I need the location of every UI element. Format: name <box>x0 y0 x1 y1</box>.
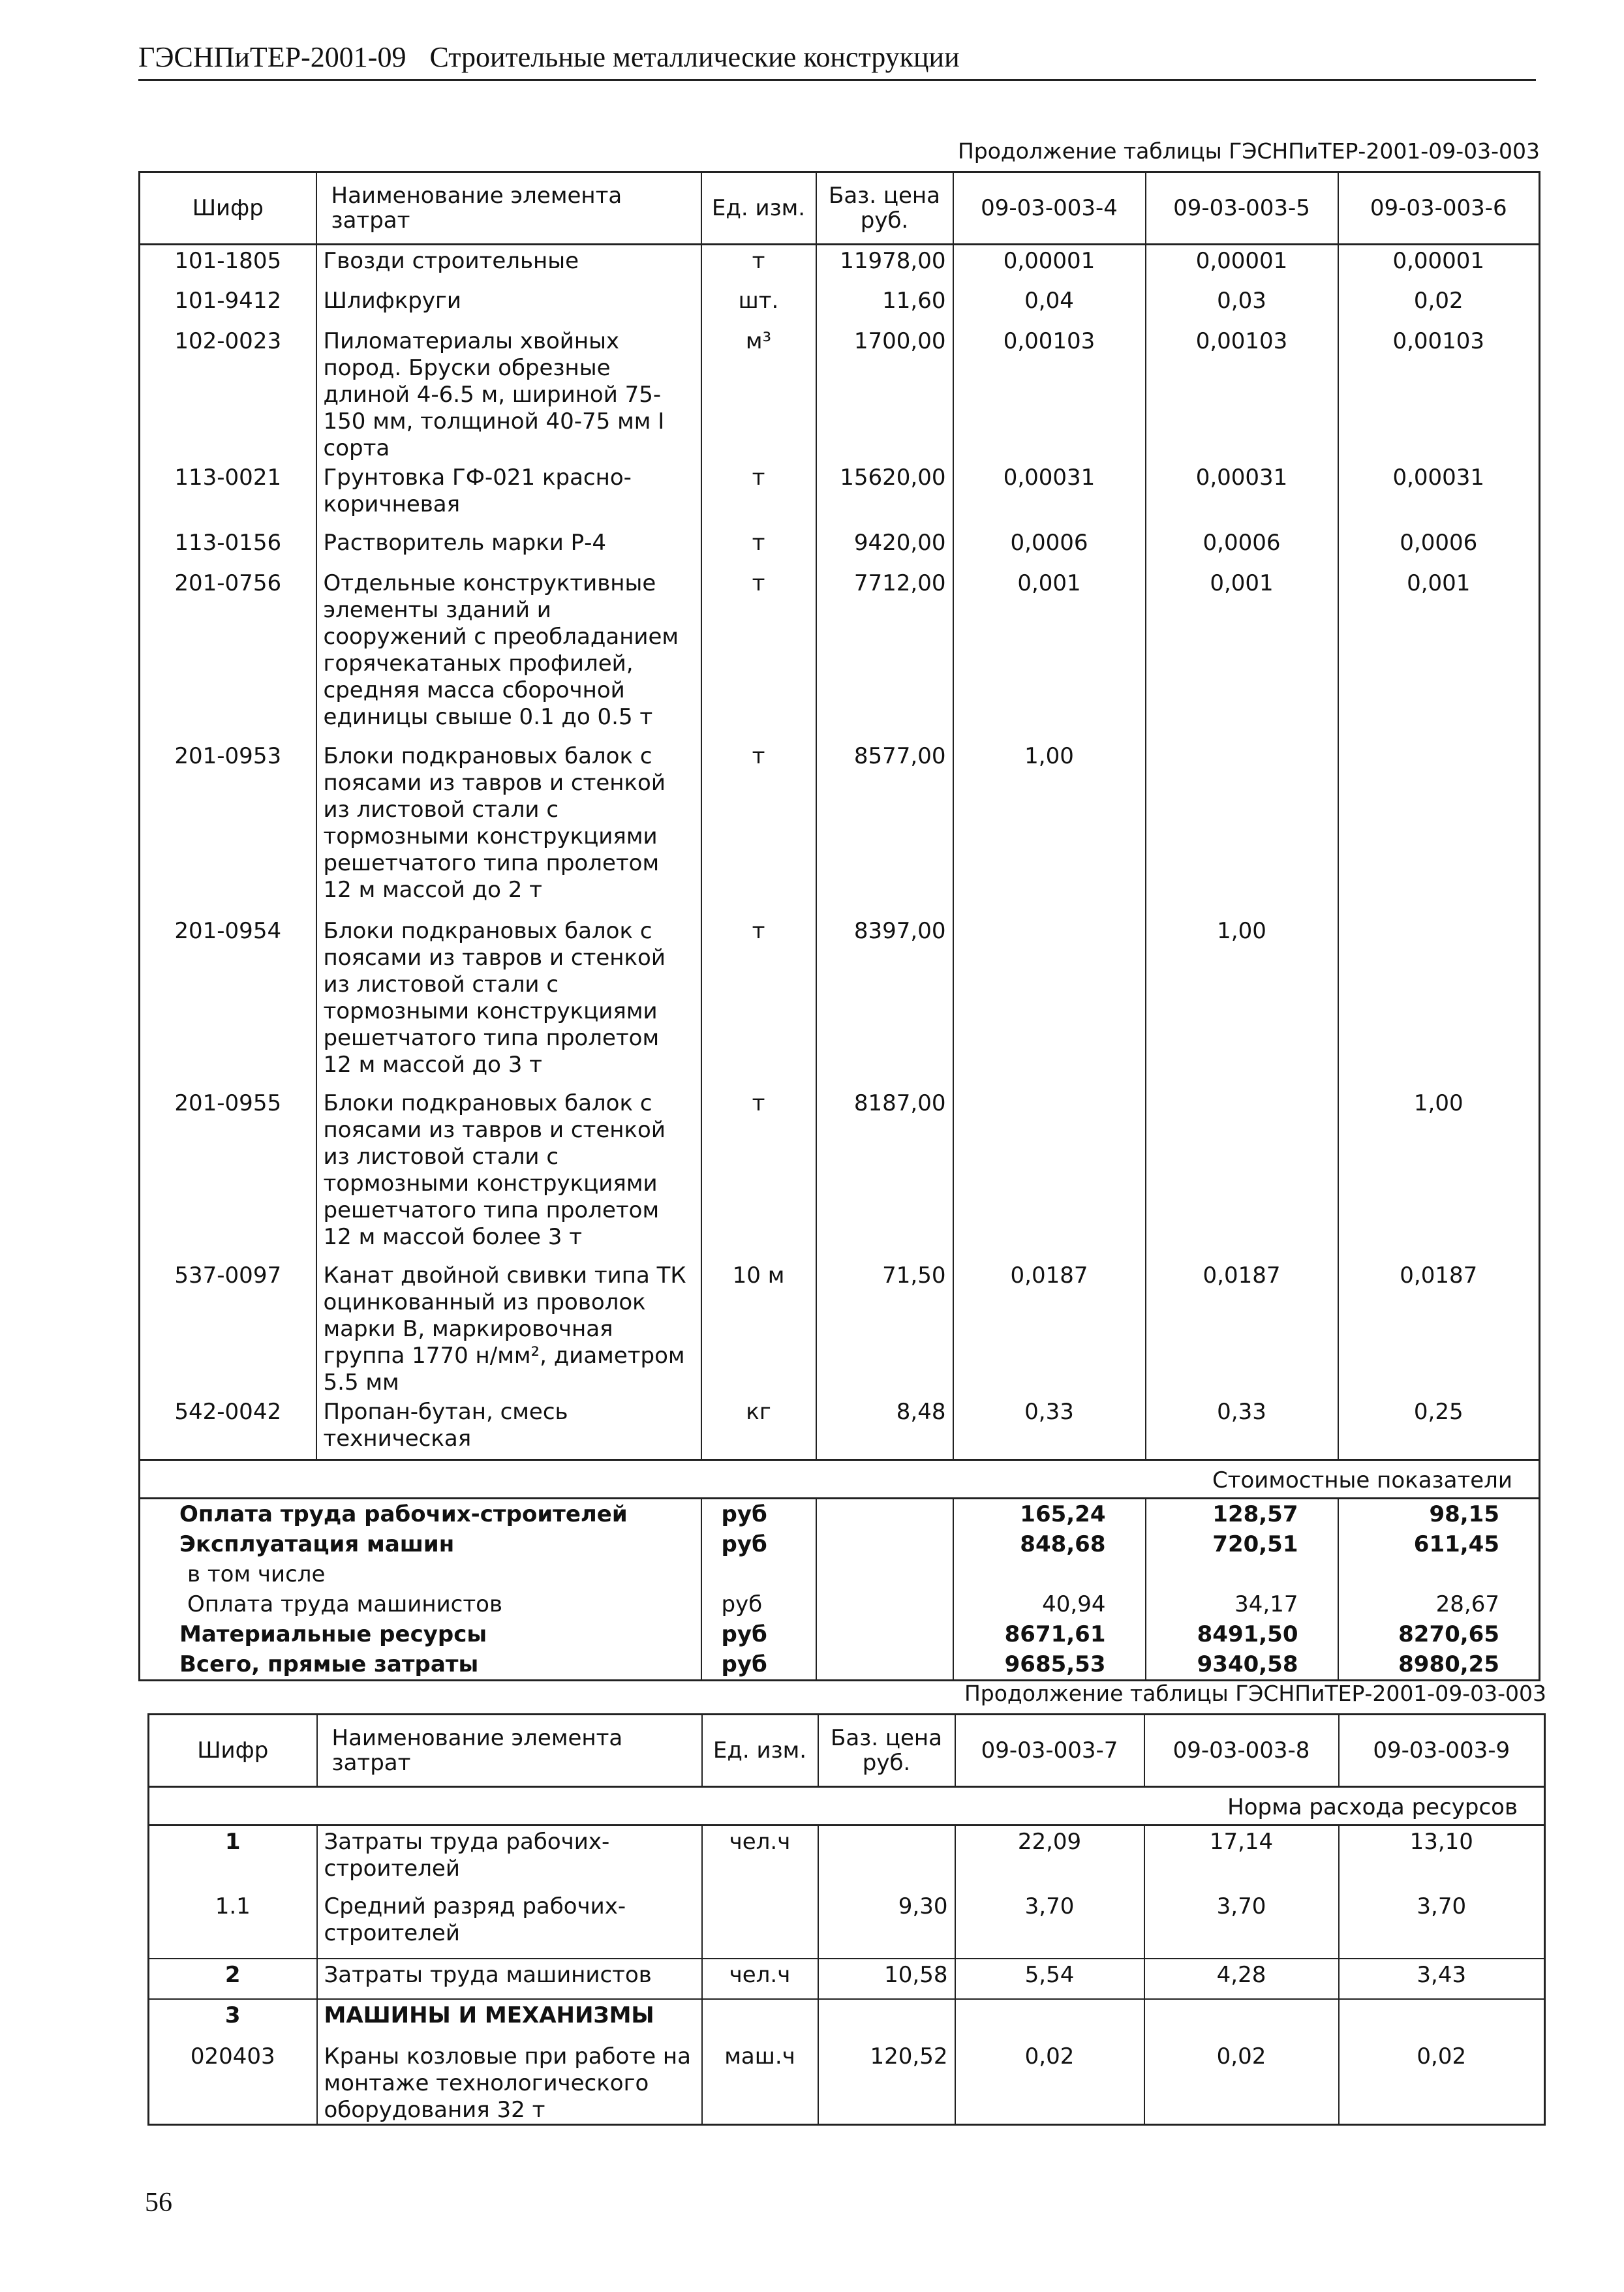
indicator-value <box>953 1559 1146 1589</box>
table-row <box>140 568 1540 741</box>
column-header-variant: 09-03-003-8 <box>1144 1715 1339 1787</box>
indicator-unit: руб <box>701 1649 816 1681</box>
resource-unit: т <box>752 464 765 491</box>
indicator-value: 165,24 <box>953 1499 1146 1530</box>
resource-norm: 17,14 <box>1144 1826 1339 1891</box>
table-row <box>140 1088 1540 1260</box>
resource-norm: 0,00031 <box>953 462 1146 527</box>
resource-norm: 1,00 <box>1413 1090 1463 1116</box>
resource-unit: 10 м <box>732 1262 785 1289</box>
indicator-value: 9340,58 <box>1146 1649 1338 1681</box>
resource-norm: 4,28 <box>1144 1959 1339 1999</box>
column-header-code: Шифр <box>140 172 316 245</box>
resource-name: Блоки подкрановых балок с поясами из тавров и стенкой из листовой стали с тормозными конструкциями решетчатого типа пролетом 12 м массой до 2 т <box>316 741 701 915</box>
resource-table-upper <box>138 171 1540 1681</box>
resource-code: 201-0955 <box>174 1090 282 1116</box>
resource-norm: 0,00103 <box>1146 326 1338 462</box>
table-row <box>140 285 1540 326</box>
indicator-value: 8270,65 <box>1398 1621 1499 1647</box>
table-header-row <box>149 1715 1545 1787</box>
resource-name: Гвозди строительные <box>316 245 701 285</box>
indicator-value: 848,68 <box>953 1529 1146 1559</box>
table-row <box>149 1826 1545 1891</box>
column-header-unit: Ед. изм. <box>701 172 816 245</box>
indicator-value <box>1338 1559 1540 1589</box>
resource-norm <box>953 915 1146 1088</box>
resource-price: 8577,00 <box>816 741 953 915</box>
resource-unit: т <box>752 1090 765 1116</box>
indicator-value: 34,17 <box>1146 1589 1338 1619</box>
indicator-label: Оплата труда машинистов <box>140 1589 701 1619</box>
indicator-row <box>140 1499 1540 1530</box>
indicator-price-empty <box>816 1499 953 1530</box>
table-row <box>140 245 1540 285</box>
indicator-row <box>140 1559 1540 1589</box>
resource-norm: 0,00103 <box>953 326 1146 462</box>
page-number: 56 <box>145 2188 172 2218</box>
resource-code: 1.1 <box>215 1893 251 1919</box>
indicator-label: Оплата труда рабочих-строителей <box>140 1499 701 1530</box>
table-caption: Продолжение таблицы ГЭСНПиТЕР-2001-09-03-003 <box>957 138 1540 164</box>
table-caption: Продолжение таблицы ГЭСНПиТЕР-2001-09-03-003 <box>964 1681 1546 1706</box>
indicator-row <box>140 1649 1540 1681</box>
table-row <box>149 2041 1545 2125</box>
column-header-variant: 09-03-003-7 <box>955 1715 1144 1787</box>
indicator-price-empty <box>816 1529 953 1559</box>
resource-price: 8187,00 <box>816 1088 953 1260</box>
resource-name: Отдельные конструктивные элементы зданий и сооружений с преобладанием горячекатаных профилей, средняя масса сборочной единицы свыше 0.1 до 0.5 т <box>316 568 701 741</box>
resource-table-lower <box>147 1713 1546 2126</box>
indicator-label: в том числе <box>140 1559 701 1589</box>
resource-norm <box>1339 1999 1545 2041</box>
resource-norm: 0,03 <box>1146 285 1338 326</box>
resource-norm: 1,00 <box>953 741 1146 915</box>
indicator-value: 8491,50 <box>1146 1619 1338 1649</box>
column-header-name: Наименование элемента затрат <box>317 1715 702 1787</box>
resource-norm: 0,0006 <box>953 527 1146 568</box>
table-row <box>149 1959 1545 1999</box>
column-header-variant: 09-03-003-9 <box>1339 1715 1545 1787</box>
resource-code: 2 <box>149 1959 317 1999</box>
resource-price: 11,60 <box>816 285 953 326</box>
column-header-variant: 09-03-003-5 <box>1146 172 1338 245</box>
resource-unit: чел.ч <box>729 1829 791 1855</box>
table-row <box>140 326 1540 462</box>
resource-norm: 0,0006 <box>1400 529 1478 556</box>
resource-price <box>818 1999 955 2041</box>
resource-price <box>818 1826 955 1891</box>
resource-unit: т <box>752 570 765 596</box>
resource-norm <box>955 1999 1144 2041</box>
resource-norm: 0,00001 <box>953 245 1146 285</box>
indicator-unit: руб <box>701 1619 816 1649</box>
table-row <box>149 1999 1545 2041</box>
section-row <box>140 1460 1540 1499</box>
resource-unit: чел.ч <box>702 1959 818 1999</box>
resource-code: 020403 <box>190 2043 275 2070</box>
resource-norm: 5,54 <box>955 1959 1144 1999</box>
resource-code: 3 <box>149 1999 317 2041</box>
resource-norm: 0,001 <box>1146 568 1338 741</box>
resource-norm: 0,00031 <box>1146 462 1338 527</box>
resource-norm: 0,04 <box>953 285 1146 326</box>
resource-unit: маш.ч <box>724 2043 795 2070</box>
resource-norm: 22,09 <box>955 1826 1144 1891</box>
resource-name: Краны козловые при работе на монтаже технологического оборудования 32 т <box>317 2041 702 2125</box>
resource-name: Блоки подкрановых балок с поясами из тавров и стенкой из листовой стали с тормозными конструкциями решетчатого типа пролетом 12 м массой более 3 т <box>316 1088 701 1260</box>
indicator-value <box>1146 1559 1338 1589</box>
column-header-variant: 09-03-003-6 <box>1338 172 1540 245</box>
resource-price: 9,30 <box>818 1891 955 1959</box>
resource-name: Затраты труда рабочих-строителей <box>317 1826 702 1891</box>
resource-norm: 0,02 <box>1413 287 1463 314</box>
indicator-price-empty <box>816 1559 953 1589</box>
resource-norm <box>1146 1088 1338 1260</box>
resource-price: 11978,00 <box>816 245 953 285</box>
resource-name: Пиломатериалы хвойных пород. Бруски обрезные длиной 4-6.5 м, шириной 75-150 мм, толщиной 40-75 мм I сорта <box>316 326 701 462</box>
table-row <box>149 1891 1545 1959</box>
resource-price: 9420,00 <box>816 527 953 568</box>
resource-norm: 1,00 <box>1146 915 1338 1088</box>
column-header-variant: 09-03-003-4 <box>953 172 1146 245</box>
resource-code: 1 <box>224 1829 241 1855</box>
resource-unit: т <box>752 248 765 274</box>
indicator-value: 8671,61 <box>953 1619 1146 1649</box>
table-row <box>140 741 1540 915</box>
resource-code: 201-0756 <box>174 570 282 596</box>
resource-price: 7712,00 <box>816 568 953 741</box>
resource-unit: м³ <box>745 328 772 354</box>
section-title: Норма расхода ресурсов <box>149 1787 1545 1826</box>
table-row <box>140 915 1540 1088</box>
table-row <box>140 462 1540 527</box>
indicator-value: 28,67 <box>1435 1591 1499 1617</box>
document-title: Строительные металлические конструкции <box>429 41 960 73</box>
resource-norm: 0,00001 <box>1146 245 1338 285</box>
resource-norm: 3,43 <box>1339 1959 1545 1999</box>
resource-norm: 13,10 <box>1409 1829 1473 1855</box>
resource-norm: 3,70 <box>1144 1891 1339 1959</box>
resource-norm: 0,001 <box>1407 570 1471 596</box>
resource-code: 542-0042 <box>174 1398 282 1425</box>
indicator-label: Эксплуатация машин <box>140 1529 701 1559</box>
indicator-price-empty <box>816 1619 953 1649</box>
resource-code: 201-0954 <box>174 917 282 944</box>
table-body <box>149 1826 1545 2125</box>
resource-price: 10,58 <box>818 1959 955 1999</box>
resource-price: 1700,00 <box>816 326 953 462</box>
resource-norm: 0,0187 <box>1400 1262 1478 1289</box>
table-body <box>140 245 1540 1460</box>
indicators-body <box>140 1499 1540 1681</box>
indicator-value: 40,94 <box>953 1589 1146 1619</box>
resource-unit: т <box>752 529 765 556</box>
column-header-name: Наименование элемента затрат <box>316 172 701 245</box>
resource-unit: т <box>752 917 765 944</box>
column-header-unit: Ед. изм. <box>702 1715 818 1787</box>
resource-price: 8,48 <box>816 1396 953 1460</box>
running-header <box>138 40 1536 81</box>
resource-unit: кг <box>746 1398 771 1425</box>
indicator-unit: руб <box>701 1589 816 1619</box>
resource-name: Средний разряд рабочих-строителей <box>317 1891 702 1959</box>
indicator-price-empty <box>816 1589 953 1619</box>
indicator-label: Всего, прямые затраты <box>140 1649 701 1681</box>
resource-unit: шт. <box>738 287 779 314</box>
resource-norm: 0,00031 <box>1392 464 1485 491</box>
resource-name: Затраты труда машинистов <box>317 1959 702 1999</box>
resource-norm: 0,0187 <box>953 1260 1146 1396</box>
table-header-row <box>140 172 1540 245</box>
column-header-code: Шифр <box>149 1715 317 1787</box>
table-row <box>140 1260 1540 1396</box>
resource-name: Пропан-бутан, смесь техническая <box>316 1396 701 1460</box>
resource-code: 101-1805 <box>174 248 282 274</box>
indicator-value: 720,51 <box>1146 1529 1338 1559</box>
indicator-unit: руб <box>701 1499 816 1530</box>
column-header-price: Баз. цена руб. <box>816 172 953 245</box>
indicator-unit <box>701 1559 816 1589</box>
resource-name: Растворитель марки Р-4 <box>316 527 701 568</box>
document-code: ГЭСНПиТЕР-2001-09 <box>138 41 406 73</box>
indicator-unit: руб <box>701 1529 816 1559</box>
indicator-price-empty <box>816 1649 953 1681</box>
resource-code: 537-0097 <box>174 1262 282 1289</box>
indicator-value: 611,45 <box>1413 1531 1499 1557</box>
section-title: Стоимостные показатели <box>140 1460 1540 1499</box>
resource-name: Грунтовка ГФ-021 красно-коричневая <box>316 462 701 527</box>
resource-unit <box>702 1999 818 2041</box>
indicator-row <box>140 1589 1540 1619</box>
indicator-value: 8980,25 <box>1398 1651 1499 1677</box>
resource-norm: 0,25 <box>1413 1398 1463 1425</box>
indicator-value: 9685,53 <box>953 1649 1146 1681</box>
column-header-price: Баз. цена руб. <box>818 1715 955 1787</box>
resource-code: 102-0023 <box>174 328 282 354</box>
resource-name: Шлифкруги <box>316 285 701 326</box>
resource-price: 15620,00 <box>816 462 953 527</box>
resource-norm <box>1338 741 1540 915</box>
resource-name: Блоки подкрановых балок с поясами из тавров и стенкой из листовой стали с тормозными конструкциями решетчатого типа пролетом 12 м массой до 3 т <box>316 915 701 1088</box>
resource-price: 120,52 <box>818 2041 955 2125</box>
resource-unit: т <box>752 742 765 769</box>
indicator-label: Материальные ресурсы <box>140 1619 701 1649</box>
resource-norm: 0,00001 <box>1392 248 1485 274</box>
resource-name: МАШИНЫ И МЕХАНИЗМЫ <box>317 1999 702 2041</box>
table-row <box>140 1396 1540 1460</box>
resource-norm: 0,0006 <box>1146 527 1338 568</box>
resource-norm: 0,33 <box>1146 1396 1338 1460</box>
resource-norm: 0,001 <box>953 568 1146 741</box>
resource-code: 101-9412 <box>174 287 282 314</box>
indicator-row <box>140 1529 1540 1559</box>
resource-name: Канат двойной свивки типа ТК оцинкованный из проволок марки В, маркировочная группа 1770 н/мм², диаметром 5.5 мм <box>316 1260 701 1396</box>
section-row <box>149 1787 1545 1826</box>
resource-norm: 0,02 <box>1144 2041 1339 2125</box>
resource-norm: 0,02 <box>1417 2043 1467 2070</box>
resource-norm: 3,70 <box>955 1891 1144 1959</box>
resource-code: 201-0953 <box>174 742 282 769</box>
resource-norm: 0,0187 <box>1146 1260 1338 1396</box>
resource-norm <box>1338 915 1540 1088</box>
resource-code: 113-0156 <box>174 529 282 556</box>
indicator-value: 98,15 <box>1429 1501 1499 1527</box>
resource-norm <box>1146 741 1338 915</box>
resource-price: 71,50 <box>816 1260 953 1396</box>
resource-norm <box>953 1088 1146 1260</box>
indicator-value: 128,57 <box>1146 1499 1338 1530</box>
resource-norm <box>1144 1999 1339 2041</box>
resource-code: 113-0021 <box>174 464 282 491</box>
resource-price: 8397,00 <box>816 915 953 1088</box>
indicator-row <box>140 1619 1540 1649</box>
resource-norm: 3,70 <box>1417 1893 1467 1919</box>
resource-norm: 0,00103 <box>1392 328 1485 354</box>
resource-norm: 0,33 <box>953 1396 1146 1460</box>
resource-norm: 0,02 <box>955 2041 1144 2125</box>
table-row <box>140 527 1540 568</box>
resource-unit <box>702 1891 818 1959</box>
